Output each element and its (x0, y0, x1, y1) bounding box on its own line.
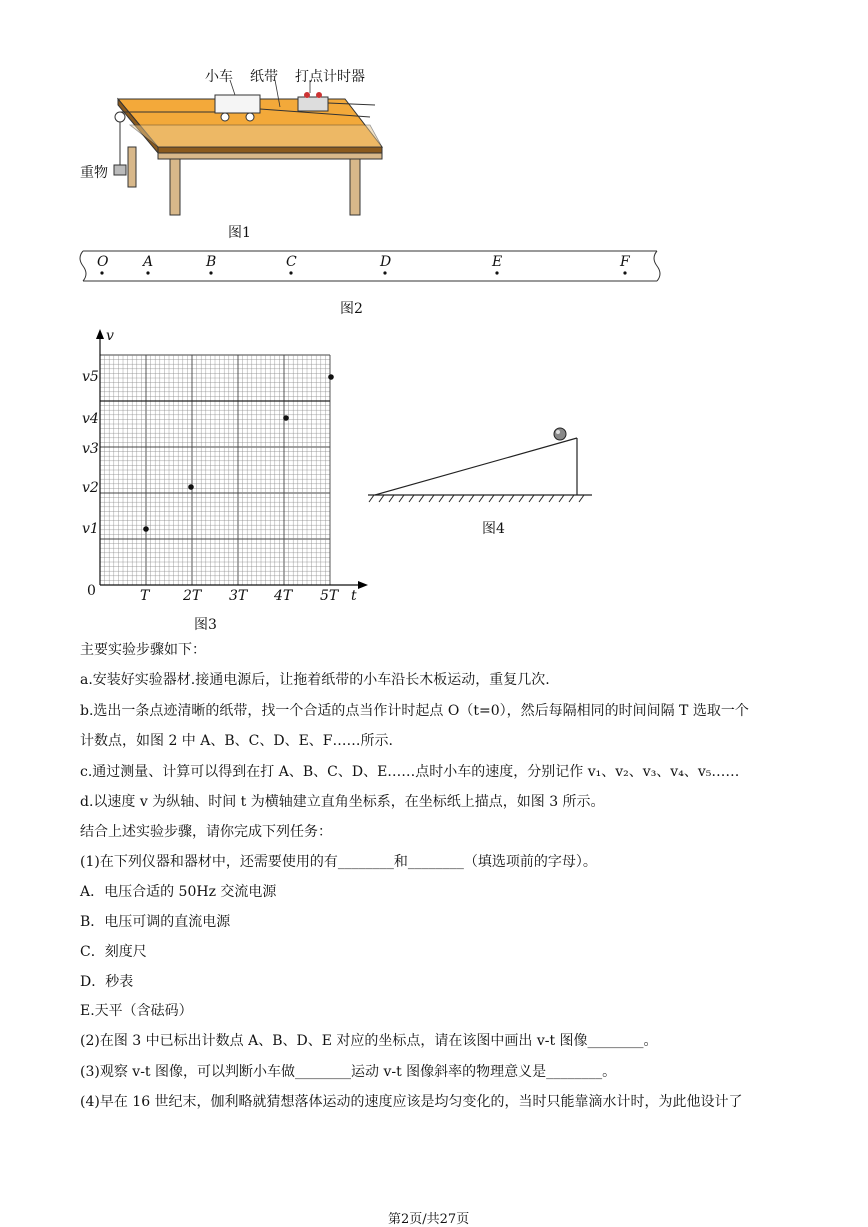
vt-graph-grid (80, 325, 370, 605)
tape-point-e: E (492, 254, 503, 270)
question-2: (2)在图 3 中已标出计数点 A、B、D、E 对应的坐标点，请在该图中画出 v-t 图像________。 (80, 1033, 658, 1049)
tape-point-b: B (206, 254, 217, 270)
tape-point-d: D (380, 254, 392, 270)
option-d: D．秒表 (80, 974, 134, 990)
tape-point-a: A (143, 254, 154, 270)
tape-point-o: O (97, 254, 109, 270)
origin-label: 0 (87, 583, 96, 599)
plotted-point (188, 484, 194, 490)
y-axis-label: v (106, 328, 114, 344)
option-c: C．刻度尺 (80, 944, 147, 960)
incline-figure (360, 420, 595, 510)
x-tick-t: T (140, 588, 150, 604)
question-1: (1)在下列仪器和器材中，还需要使用的有________和________（填选项前的字母）。 (80, 854, 597, 870)
x-axis-label: t (351, 588, 357, 604)
step-d: d.以速度 v 为纵轴、时间 t 为横轴建立直角坐标系，在坐标纸上描点，如图 3 所示。 (80, 794, 605, 810)
x-tick-4t: 4T (274, 588, 293, 604)
figure2-caption: 图2 (340, 301, 363, 317)
y-tick-v1: v1 (82, 521, 99, 537)
y-tick-v4: v4 (82, 411, 99, 427)
y-tick-v3: v3 (82, 441, 99, 457)
step-c: c.通过测量、计算可以得到在打 A、B、C、D、E……点时小车的速度，分别记作 v₁、v₂、v₃、v₄、v₅…… (80, 764, 740, 780)
step-a: a.安装好实验器材.接通电源后，让拖着纸带的小车沿长木板运动，重复几次. (80, 672, 550, 688)
step-b-line1: b.选出一条点迹清晰的纸带，找一个合适的点当作计时起点 O（t=0），然后每隔相同的时间间隔 T 选取一个 (80, 703, 749, 719)
step-b-line2: 计数点，如图 2 中 A、B、C、D、E、F……所示. (80, 733, 393, 749)
figure4-caption: 图4 (482, 521, 505, 537)
paper-tape (75, 248, 665, 284)
x-tick-5t: 5T (320, 588, 339, 604)
y-tick-v2: v2 (82, 480, 99, 496)
page-footer: 第2页/共27页 (388, 1212, 470, 1227)
x-tick-2t: 2T (183, 588, 202, 604)
steps-intro: 主要实验步骤如下： (80, 642, 206, 658)
y-tick-v5: v5 (82, 369, 99, 385)
plotted-point (143, 526, 149, 532)
x-tick-3t: 3T (229, 588, 248, 604)
task-intro: 结合上述实验步骤，请你完成下列任务： (80, 824, 332, 840)
tape-point-c: C (286, 254, 297, 270)
figure1-caption: 图1 (228, 225, 251, 241)
label-timer: 打点计时器 (295, 69, 365, 85)
figure3-caption: 图3 (194, 617, 217, 633)
label-car: 小车 (205, 69, 233, 85)
option-b: B．电压可调的直流电源 (80, 914, 231, 930)
plotted-point (283, 415, 289, 421)
label-weight: 重物 (80, 165, 108, 181)
option-e: E.天平（含砝码） (80, 1003, 193, 1019)
plotted-point (328, 374, 334, 380)
question-3: (3)观察 v-t 图像，可以判断小车做________运动 v-t 图像斜率的物理意义是________。 (80, 1064, 617, 1080)
question-4: (4)早在 16 世纪末，伽利略就猜想落体运动的速度应该是均匀变化的，当时只能靠滴水计时，为此他设计了 (80, 1094, 743, 1110)
tape-point-f: F (620, 254, 630, 270)
option-a: A．电压合适的 50Hz 交流电源 (80, 884, 277, 900)
label-tape: 纸带 (250, 69, 278, 85)
